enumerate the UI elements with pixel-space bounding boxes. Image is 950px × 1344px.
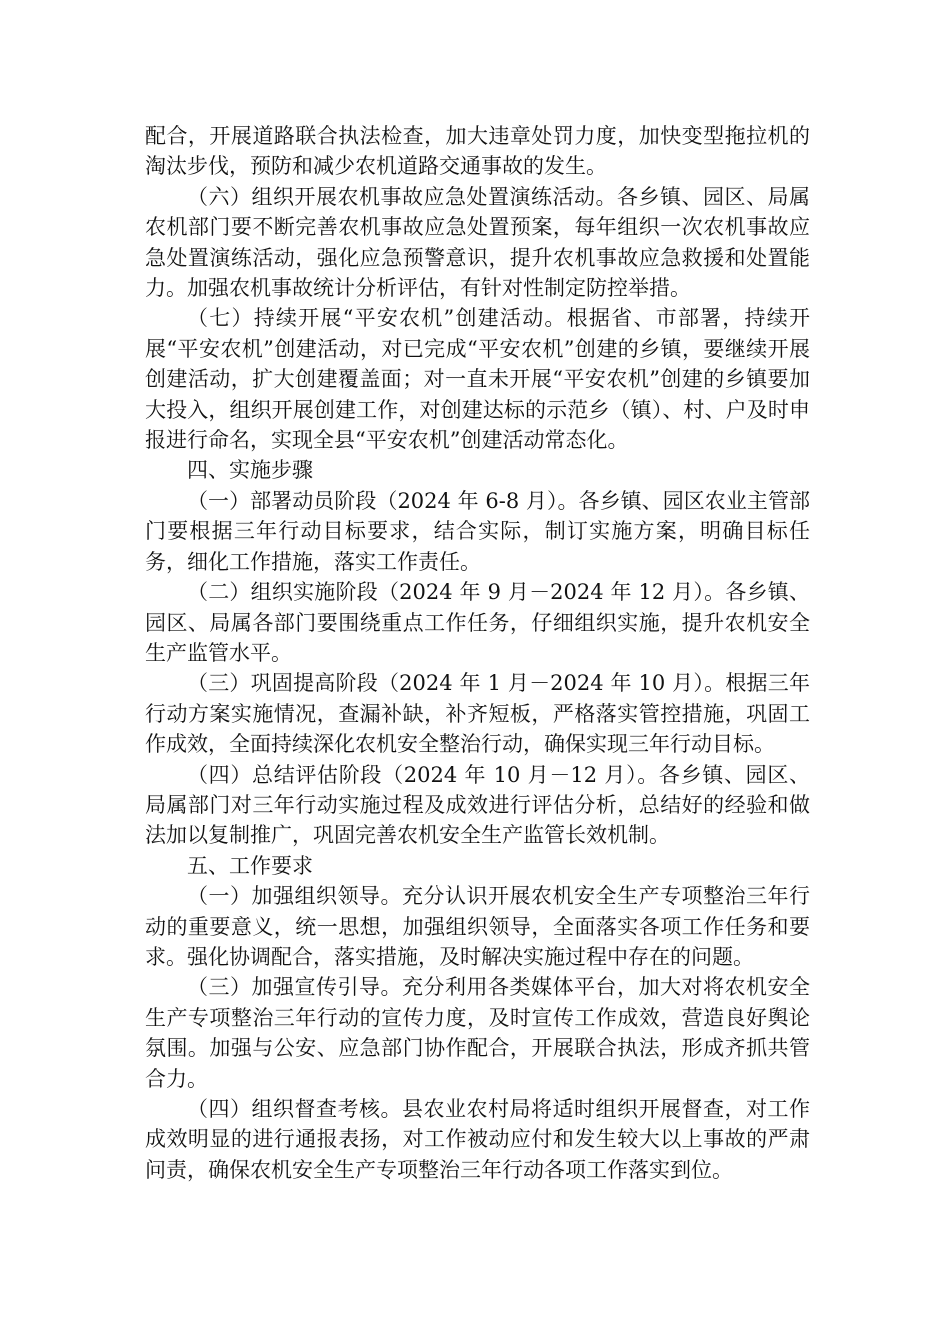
section-heading-4: 四、实施步骤 [187, 458, 313, 483]
paragraph-step-2: （二）组织实施阶段（2024 年 9 月－2024 年 12 月）。各乡镇、园区、局属各部门要围绕重点工作任务，仔细组织实施，提升农机安全生产监管水平。 [145, 580, 810, 665]
paragraph-item-6: （六）组织开展农机事故应急处置演练活动。各乡镇、园区、局属农机部门要不断完善农机事故应急处置预案，每年组织一次农机事故应急处置演练活动，强化应急预警意识，提升农机事故应急救援和处置能力。加强农机事故统计分析评估，有针对性制定防控举措。 [145, 184, 810, 301]
document-body [145, 121, 810, 1185]
paragraph-requirement-3: （三）加强宣传引导。充分利用各类媒体平台，加大对将农机安全生产专项整治三年行动的宣传力度，及时宣传工作成效，营造良好舆论氛围。加强与公安、应急部门协作配合，开展联合执法，形成齐抓共管合力。 [145, 975, 810, 1091]
paragraph-step-3: （三）巩固提高阶段（2024 年 1 月－2024 年 10 月）。根据三年行动方案实施情况，查漏补缺，补齐短板，严格落实管控措施，巩固工作成效，全面持续深化农机安全整治行动，确保实现三年行动目标。 [145, 671, 810, 757]
paragraph-step-4: （四）总结评估阶段（2024 年 10 月－12 月）。各乡镇、园区、局属部门对三年行动实施过程及成效进行评估分析，总结好的经验和做法加以复制推广，巩固完善农机安全生产监管长效机制。 [145, 762, 810, 848]
paragraph-continuation: 配合，开展道路联合执法检查，加大违章处罚力度，加快变型拖拉机的淘汰步伐，预防和减少农机道路交通事故的发生。 [145, 124, 810, 179]
paragraph-requirement-4: （四）组织督查考核。县农业农村局将适时组织开展督查，对工作成效明显的进行通报表扬，对工作被动应付和发生较大以上事故的严肃问责，确保农机安全生产专项整治三年行动各项工作落实到位。 [145, 1097, 810, 1182]
section-heading-5: 五、工作要求 [187, 853, 313, 878]
paragraph-requirement-1: （一）加强组织领导。充分认识开展农机安全生产专项整治三年行动的重要意义，统一思想，加强组织领导，全面落实各项工作任务和要求。强化协调配合，落实措施，及时解决实施过程中存在的问题。 [145, 884, 810, 969]
paragraph-step-1: （一）部署动员阶段（2024 年 6-8 月）。各乡镇、园区农业主管部门要根据三年行动目标要求，结合实际，制订实施方案，明确目标任务，细化工作措施，落实工作责任。 [145, 488, 810, 574]
paragraph-item-7: （七）持续开展“平安农机”创建活动。根据省、市部署，持续开展“平安农机”创建活动，对已完成“平安农机”创建的乡镇，要继续开展创建活动，扩大创建覆盖面；对一直未开展“平安农机”创建的乡镇要加大投入，组织开展创建工作，对创建达标的示范乡（镇）、村、户及时申报进行命名，实现全县“平安农机”创建活动常态化。 [145, 306, 810, 453]
